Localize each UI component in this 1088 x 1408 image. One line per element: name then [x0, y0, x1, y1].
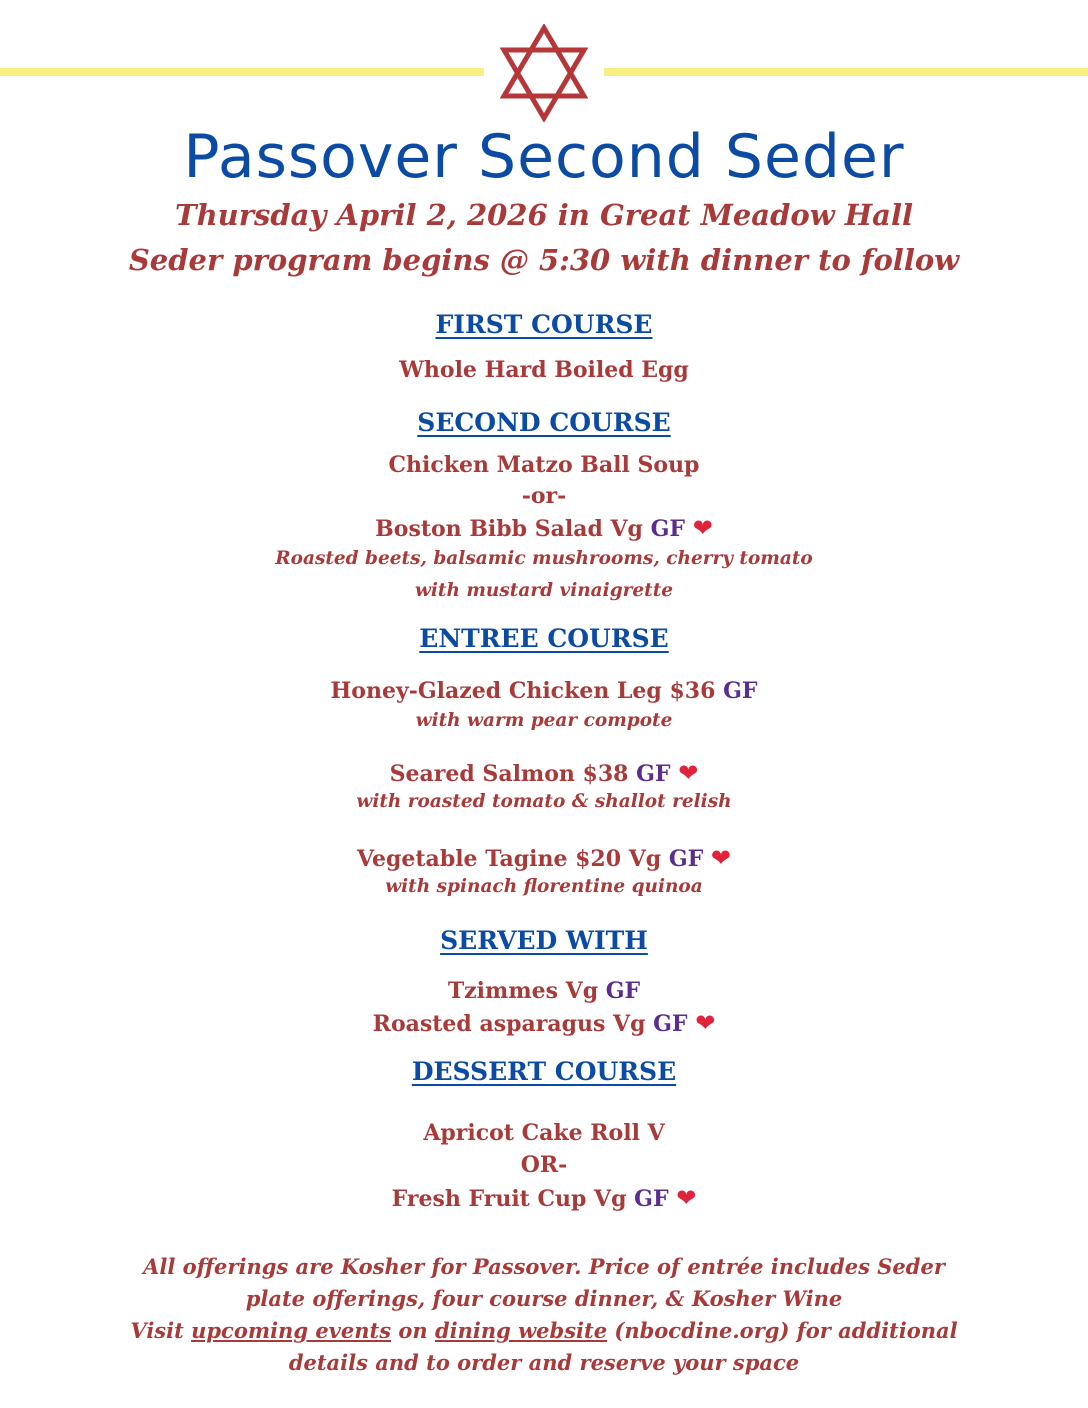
heart-icon: ❤ [676, 1184, 697, 1212]
footer-line-1: All offerings are Kosher for Passover. Price of entrée includes Seder [143, 1254, 945, 1279]
dessert-item-fruit [0, 1184, 1088, 1212]
dessert-item-cake: Apricot Cake Roll V [423, 1120, 665, 1146]
entree-item-salmon [0, 759, 1088, 787]
footer-line-3 [0, 1318, 1088, 1343]
heart-icon: ❤ [695, 1009, 716, 1037]
gf-label: GF [653, 1011, 688, 1037]
heart-icon: ❤ [678, 759, 699, 787]
gf-label: GF [650, 516, 686, 542]
entree-item-chicken [0, 678, 1088, 704]
footer-line-4: details and to order and reserve your space [288, 1350, 800, 1375]
star-of-david-icon [500, 24, 588, 122]
second-course-item-soup: Chicken Matzo Ball Soup [388, 452, 700, 478]
fruit-cup-name: Fresh Fruit Cup Vg [391, 1186, 635, 1212]
asparagus-name: Roasted asparagus Vg [372, 1011, 654, 1037]
entree-course-heading: ENTREE COURSE [419, 624, 669, 653]
salad-name: Boston Bibb Salad Vg [375, 516, 651, 542]
second-course-or: -or- [521, 483, 567, 509]
gf-label: GF [636, 761, 671, 787]
footer-site-text: (nbocdine.org) for additional [607, 1318, 958, 1343]
second-course-item-salad [0, 514, 1088, 542]
first-course-item: Whole Hard Boiled Egg [399, 357, 689, 383]
dining-website-link[interactable]: dining website [434, 1318, 608, 1343]
gf-label: GF [634, 1186, 669, 1212]
page-title: Passover Second Seder [183, 122, 905, 192]
tagine-description: with spinach florentine quinoa [385, 876, 703, 897]
chicken-name: Honey-Glazed Chicken Leg $36 [330, 678, 724, 704]
footer-visit-text: Visit [130, 1318, 192, 1343]
upcoming-events-link[interactable]: upcoming events [191, 1318, 392, 1343]
gf-label: GF [723, 678, 758, 704]
chicken-description: with warm pear compote [415, 710, 673, 731]
heart-icon: ❤ [710, 844, 732, 872]
dessert-or: OR- [520, 1152, 568, 1178]
event-date-line: Thursday April 2, 2026 in Great Meadow Hall [175, 198, 913, 232]
salad-description-2: with mustard vinaigrette [414, 580, 674, 601]
salmon-description: with roasted tomato & shallot relish [356, 791, 732, 812]
event-time-line: Seder program begins @ 5:30 with dinner to follow [128, 243, 960, 277]
footer-line-2: plate offerings, four course dinner, & Kosher Wine [245, 1286, 843, 1311]
dessert-course-heading: DESSERT COURSE [411, 1057, 677, 1086]
gf-label: GF [668, 846, 704, 872]
second-course-heading: SECOND COURSE [417, 408, 671, 437]
gf-label: GF [605, 978, 641, 1004]
decorative-rule-right [604, 68, 1088, 76]
decorative-rule-left [0, 68, 484, 76]
served-with-asparagus [0, 1009, 1088, 1037]
salad-description-1: Roasted beets, balsamic mushrooms, cherry tomato [275, 548, 813, 569]
salmon-name: Seared Salmon $38 [389, 761, 637, 787]
entree-item-tagine [0, 844, 1088, 872]
tzimmes-name: Tzimmes Vg [447, 978, 606, 1004]
first-course-heading: FIRST COURSE [435, 310, 653, 339]
heart-icon: ❤ [692, 514, 713, 542]
served-with-tzimmes [0, 978, 1088, 1004]
tagine-name: Vegetable Tagine $20 Vg [356, 846, 669, 872]
served-with-heading: SERVED WITH [440, 926, 648, 955]
footer-on-text: on [391, 1318, 435, 1343]
